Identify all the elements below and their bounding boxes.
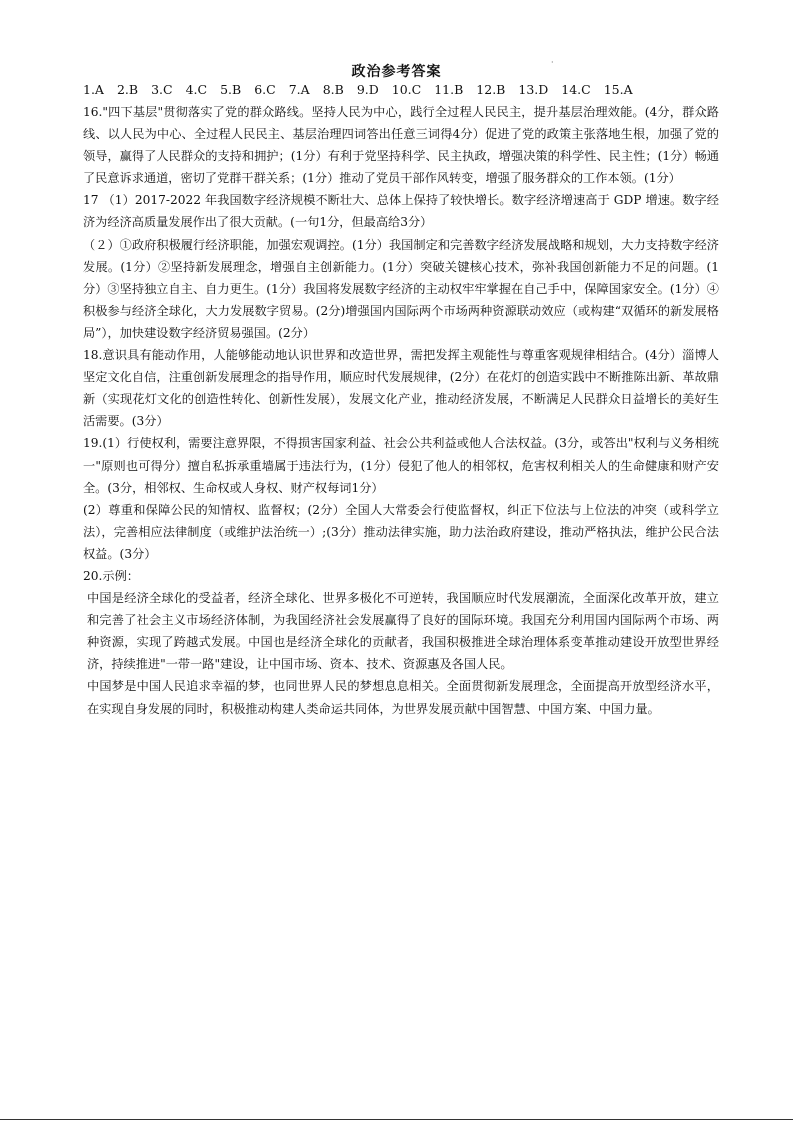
choice-answer: 14.C — [561, 82, 591, 97]
choice-answer: 2.B — [116, 82, 139, 97]
choice-answer: 3.C — [151, 82, 173, 97]
answer-18: 18.意识具有能动作用，人能够能动地认识世界和改造世界，需把发挥主观能性与尊重客观规律相结合。(4分）淄博人坚定文化自信，注重创新发展理念的指导作用，顺应时代发展规律，(2分）在花灯的创造实践中不断推陈出新、革故鼎新（实现花灯文化的创造性转化、创新性发展），发展文化产业，推动经济发展，不断满足人民群众日益增长的美好生活需要。(3分） — [83, 348, 719, 429]
answer-16: 16."四下基层"贯彻落实了党的群众路线。坚持人民为中心，践行全过程人民民主，提升基层治理效能。(4分，群众路线、以人民为中心、全过程人民民主、基层治理四词答出任意三词得4分）促进了党的政策主张落地生根，加强了党的领导，赢得了人民群众的支持和拥护；(1分）有利于党坚持科学、民主执政，增强决策的科学性、民主性；(1分）畅通了民意诉求通道，密切了党群干群关系；(1分）推动了党员干部作风转变，增强了服务群众的工作本领。(1分） — [83, 105, 719, 186]
answer-19-part-2: (2）尊重和保障公民的知情权、监督权；(2分）全国人大常委会行使监督权，纠正下位法与上位法的冲突（或科学立法），完善相应法律制度（或维护法治统一）;(3分）推动法律实施，助力法治政府建设，推动严格执法，维护公民合法权益。(3分） — [83, 502, 719, 561]
choice-answer: 15.A — [603, 82, 633, 97]
choice-answer: 1.A — [83, 82, 104, 97]
choice-answer: 12.B — [476, 82, 506, 97]
answer-20-heading: 20.示例： — [83, 568, 139, 583]
choice-answer: 6.C — [254, 82, 276, 97]
answer-19-part-1: 19.(1）行使权利，需要注意界限，不得损害国家利益、社会公共利益或他人合法权益。(3分，或答出"权利与义务相统一"原则也可得分）擅自私拆承重墙属于违法行为，(1分）侵犯了他人的相邻权，危害权利相关人的生命健康和财产安全。(3分，相邻权、生命权或人身权、财产权每词1分） — [83, 436, 719, 495]
page-bottom-border — [0, 1119, 793, 1120]
choice-answer: 5.B — [220, 82, 242, 97]
page-title: 政治参考答案 — [351, 64, 442, 80]
answer-17-part-2: （２）①政府积极履行经济职能，加强宏观调控。(1分）我国制定和完善数字经济发展战略和规划，大力支持数字经济发展。(1分）②坚持新发展理念，增强自主创新能力。(1分）突破关键核心技术，弥补我国创新能力不足的问题。(1分）③坚持独立自主、自力更生。(1分）我国将发展数字经济的主动权牢牢掌握在自己手中，保障国家安全。(1分）④积极参与经济全球化，大力发展数字贸易。(2分)增强国内国际两个市场两种资源联动效应（或构建“双循环的新发展格局”），加快建设数字经济贸易强国。(2分） — [83, 237, 719, 340]
choice-answer: 9.D — [356, 82, 379, 97]
answer-17-part-1: 17 （1）2017-2022 年我国数字经济规模不断壮大、总体上保持了较快增长。数字经济增速高于 GDP 增速。数字经济为经济高质量发展作出了很大贡献。(一句1分，但最高给3分） — [83, 193, 719, 230]
answer-20-paragraph-2: 中国梦是中国人民追求幸福的梦，也同世界人民的梦想息息相关。全面贯彻新发展理念，全面提高开放型经济水平，在实现自身发展的同时，积极推动构建人类命运共同体，为世界发展贡献中国智慧、中国方案、中国力量。 — [87, 679, 719, 716]
choice-answer: 4.C — [185, 82, 208, 97]
choice-answer: 11.B — [434, 82, 464, 97]
choice-answer: 13.D — [518, 82, 549, 97]
answer-content — [83, 101, 719, 720]
choice-answer: 10.C — [391, 82, 422, 97]
decorative-dot: · — [551, 58, 554, 67]
answer-20-paragraph-1: 中国是经济全球化的受益者，经济全球化、世界多极化不可逆转，我国顺应时代发展潮流，全面深化改革开放，建立和完善了社会主义市场经济体制，为我国经济社会发展赢得了良好的国际环境。我国充分利用国内国际两个市场、两种资源，实现了跨越式发展。中国也是经济全球化的贡献者，我国积极推进全球治理体系变革推动建设开放型世界经济，持续推进"一带一路"建设，让中国市场、资本、技术、资源惠及各国人民。 — [87, 591, 719, 672]
choice-answer: 7.A — [288, 82, 310, 97]
choice-answer: 8.B — [322, 82, 344, 97]
choice-answer-row — [83, 82, 646, 97]
